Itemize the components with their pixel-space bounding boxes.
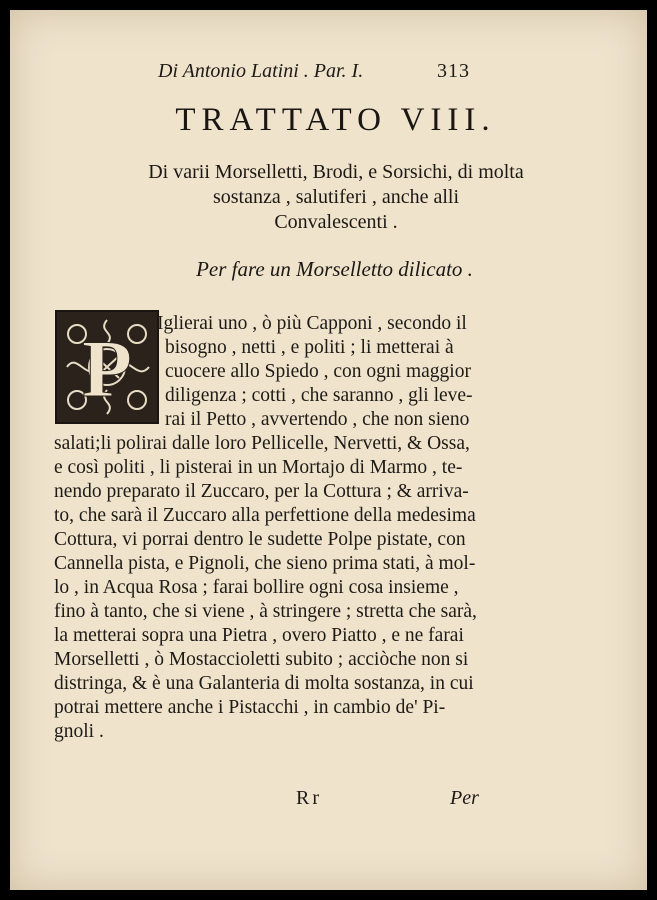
- body-line: salati;li polirai dalle loro Pellicelle, Nervetti, & Ossa,: [54, 433, 470, 454]
- body-line: fino à tanto, che si viene , à stringere ; stretta che sarà,: [54, 601, 477, 622]
- body-line: Cottura, vi porrai dentro le sudette Polpe pistate, con: [54, 529, 466, 550]
- page-footer: [10, 787, 647, 817]
- svg-text:P: P: [81, 323, 133, 414]
- catchword: Per: [450, 787, 479, 809]
- body-line: Morselletti , ò Mostaccioletti subito ; acciòche non si: [54, 649, 469, 670]
- body-line: to, che sarà il Zuccaro alla perfettione della medesima: [54, 505, 476, 526]
- chapter-title: TRATTATO VIII.: [175, 102, 496, 138]
- body-line: nendo preparato il Zuccaro, per la Cottura ; & arriva-: [54, 481, 469, 502]
- page-number: 313: [437, 60, 470, 82]
- body-line: lo , in Acqua Rosa ; farai bollire ogni cosa insieme ,: [54, 577, 459, 598]
- body-line: gnoli .: [54, 721, 104, 742]
- body-line: potrai mettere anche i Pistacchi , in cambio de' Pi-: [54, 697, 446, 718]
- body-line: Cannella pista, e Pignoli, che sieno prima stati, à mol-: [54, 553, 476, 574]
- subtitle-line: Di varii Morselletti, Brodi, e Sorsichi, di molta: [148, 161, 524, 183]
- body-line: bisogno , netti , e politi ; li metterai à: [165, 337, 454, 358]
- recipe-title: Per fare un Morselletto dilicato .: [196, 257, 473, 281]
- chapter-subtitle: [10, 160, 647, 235]
- body-line: rai il Petto , avvertendo , che non sieno: [165, 409, 470, 430]
- body-line: la metterai sopra una Pietra , overo Piatto , e ne farai: [54, 625, 464, 646]
- subtitle-line: sostanza , salutiferi , anche alli: [212, 186, 459, 208]
- decorated-initial-p: [55, 310, 159, 424]
- body-line: distringa, & è una Galanteria di molta sostanza, in cui: [54, 673, 474, 694]
- book-page: [10, 10, 647, 890]
- body-line: diligenza ; cotti , che saranno , gli leve-: [165, 385, 473, 406]
- page-header: [10, 60, 647, 90]
- body-line: cuocere allo Spiedo , con ogni maggior: [165, 361, 471, 382]
- signature-mark: Rr: [296, 787, 322, 809]
- subtitle-line: Convalescenti .: [274, 211, 398, 233]
- body-line: Iglierai uno , ò più Capponi , secondo il: [157, 313, 467, 334]
- body-line: e così politi , li pisterai in un Mortajo di Marmo , te-: [54, 457, 463, 478]
- running-title: Di Antonio Latini . Par. I.: [158, 60, 364, 82]
